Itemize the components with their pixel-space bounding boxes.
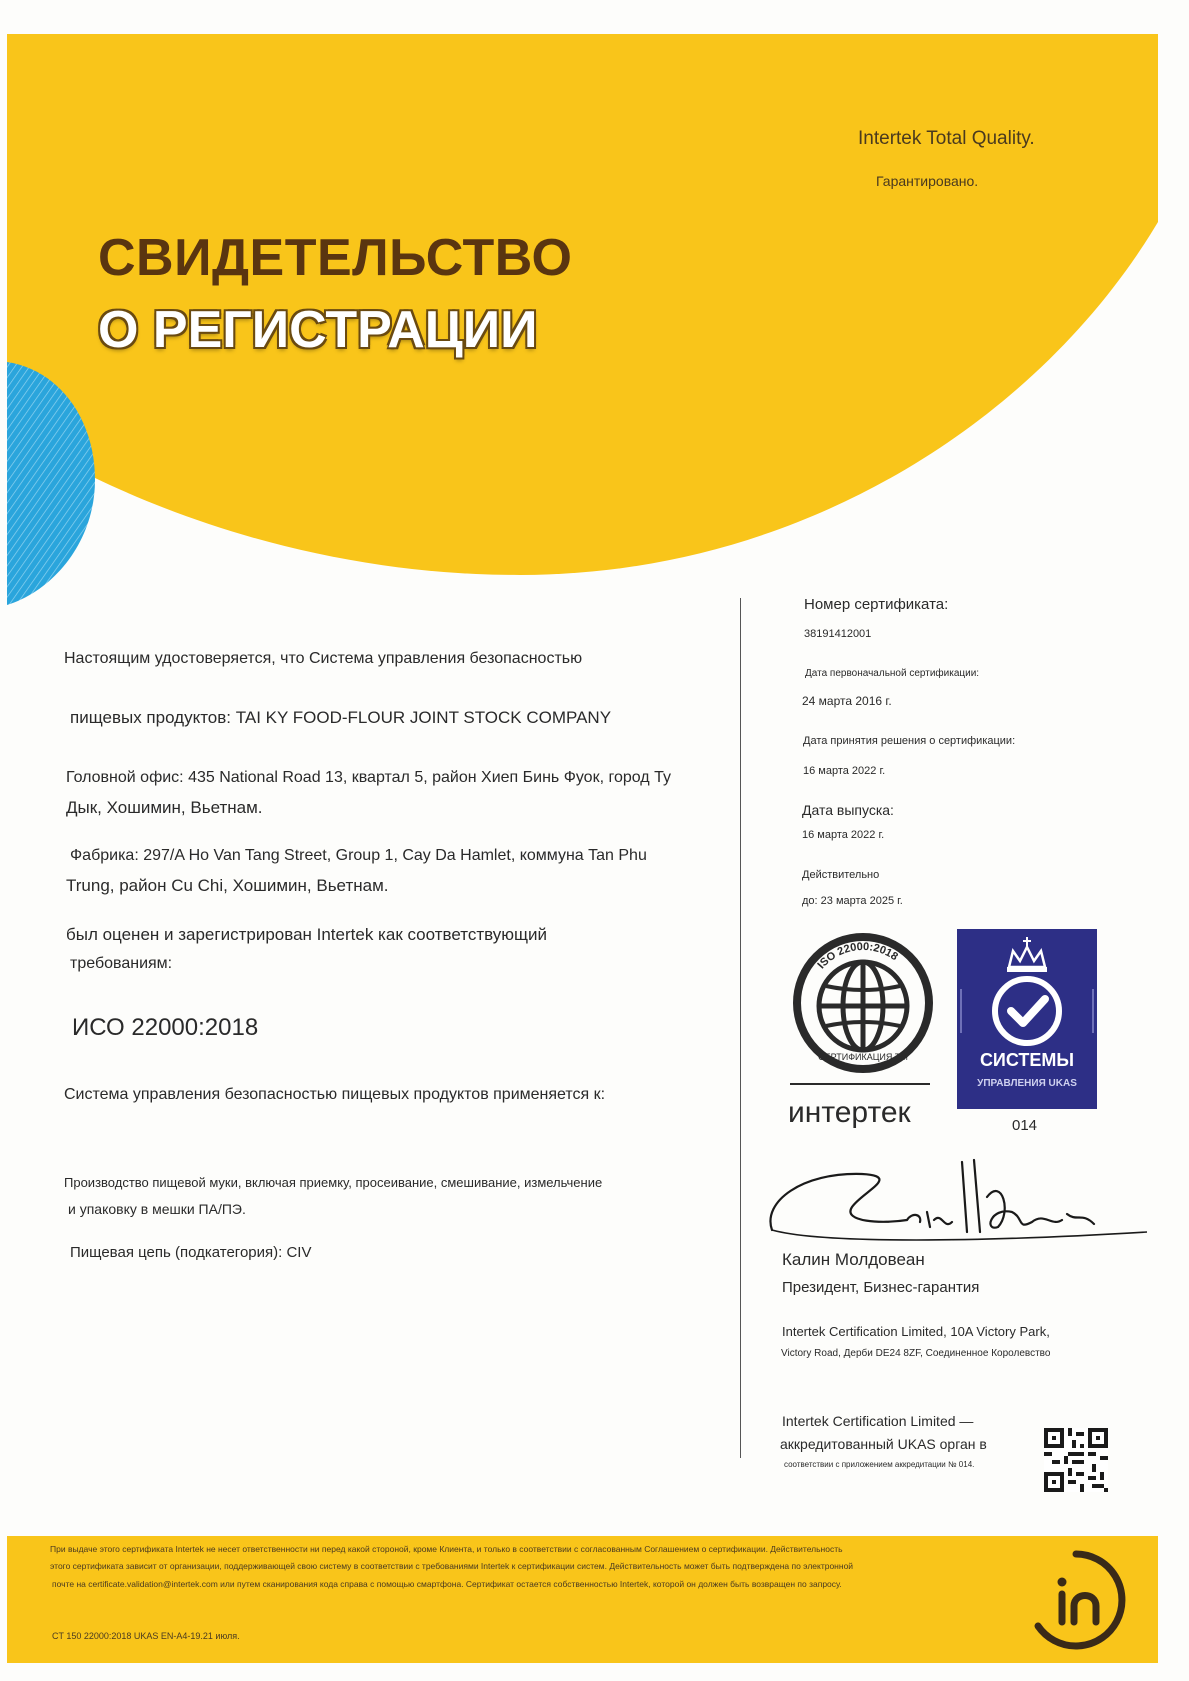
iso-ring-text: ISO 22000:2018 [815,940,901,972]
standard-name: ИСО 22000:2018 [72,1014,259,1041]
factory-line2: Trung, район Cu Chi, Хошимин, Вьетнам. [66,876,389,895]
scope-line1: Производство пищевой муки, включая приемку, просеивание, смешивание, измельчение [64,1175,603,1190]
ukas-sub: УПРАВЛЕНИЯ UKAS [977,1078,1077,1089]
footer-band [7,1536,1158,1663]
qr-code[interactable] [1044,1428,1108,1492]
decision-label: Дата принятия решения о сертификации: [803,735,1016,747]
intertek-in-logo [1024,1548,1128,1652]
head-office-line2: Дык, Хошимин, Вьетнам. [66,798,263,817]
issue-label: Дата выпуска: [802,802,894,818]
cert-number-value: 38191412001 [804,628,872,640]
brand-tagline-sub: Гарантировано. [876,173,979,189]
cert-number-label: Номер сертификата: [804,596,949,613]
valid-label: Действительно [802,869,880,881]
issue-value: 16 марта 2022 г. [802,829,885,841]
footer-disclaimer-line2: этого сертификата зависит от организации, поддерживающей свою систему в соответствии с требованиями Intertek к сертификации систем. Действительность может быть подтверждена по электронной [50,1561,854,1571]
ukas-word: СИСТЕМЫ [979,1050,1075,1070]
company-name: пищевых продуктов: TAI KY FOOD-FLOUR JOINT STOCK COMPANY [70,708,612,727]
accreditation-line1: Intertek Certification Limited — [782,1413,974,1429]
footer-code: CT 150 22000:2018 UKAS EN-A4-19.21 июля. [52,1631,240,1641]
address-line1: Intertek Certification Limited, 10A Victory Park, [782,1324,1050,1339]
certificate-title-line2: О РЕГИСТРАЦИИ [98,301,538,359]
food-chain: Пищевая цепь (подкатегория): CIV [70,1244,312,1261]
factory-line1: Фабрика: 297/A Ho Van Tang Street, Group 1, Cay Da Hamlet, коммуна Tan Phu [70,847,647,864]
accreditation-line3: соответствии с приложением аккредитации № 014. [784,1460,975,1469]
valid-value: до: 23 марта 2025 г. [802,895,903,907]
signatory-name: Калин Молдовеан [782,1250,925,1269]
decision-value: 16 марта 2022 г. [803,765,886,777]
assessed-line2: требованиям: [70,955,173,972]
certificate-title-line1: СВИДЕТЕЛЬСТВО [98,229,573,287]
assessed-line1: был оценен и зарегистрирован Intertek как соответствующий [66,925,547,944]
footer-disclaimer-line1: При выдаче этого сертификата Intertek не несет ответственности ни перед какой стороной, кроме Клиента, и только в соответствии с согласованным Соглашением о сертификации. Действительность [50,1544,843,1554]
address-line2: Victory Road, Дерби DE24 8ZF, Соединенное Королевство [781,1348,1051,1359]
brand-tagline: Intertek Total Quality. [858,128,1035,149]
ukas-number: 014 [1012,1117,1038,1134]
signature [762,1152,1152,1252]
column-divider [740,598,741,1458]
first-cert-value: 24 марта 2016 г. [802,694,892,708]
ukas-logo [957,929,1097,1109]
intertek-wordmark: интертек [788,1096,911,1129]
footer-disclaimer-line3: почте на certificate.validation@intertek.com или путем сканирования кода справа с помощью смартфона. Сертификат остается собственностью Intertek, которой он должен быть возвращен по запросу. [52,1579,842,1589]
scope-line2: и упаковку в мешки ПА/ПЭ. [68,1201,246,1217]
accreditation-line2: аккредитованный UKAS орган в [780,1436,987,1452]
iso-bottom-text: СЕРТИФИКАЦИЯ ТМ [818,1052,908,1062]
scope-label: Система управления безопасностью пищевых продуктов применяется к: [64,1086,606,1103]
intro-text: Настоящим удостоверяется, что Система управления безопасностью [64,650,583,667]
signatory-title: Президент, Бизнес-гарантия [782,1279,980,1296]
first-cert-label: Дата первоначальной сертификации: [805,668,980,679]
iso-globe-logo [788,928,938,1078]
logo-divider [790,1083,930,1085]
head-office-line1: Головной офис: 435 National Road 13, квартал 5, район Хиеп Бинь Фуок, город Ту [66,769,671,786]
